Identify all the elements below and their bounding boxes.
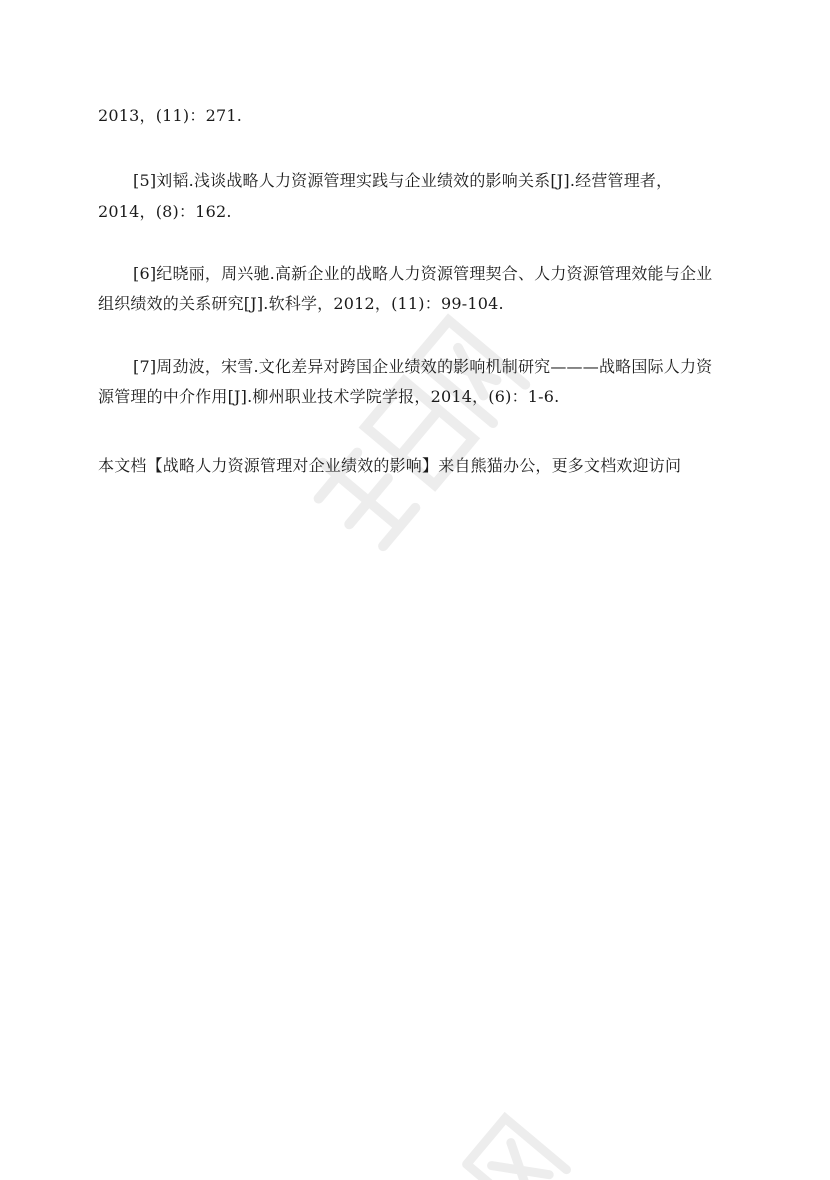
reference-5-line-1: [5]刘韬.浅谈战略人力资源管理实践与企业绩效的影响关系[J].经营管理者， [133, 171, 673, 190]
watermark-graphic-bottom [400, 1060, 600, 1180]
reference-7-line-1: [7]周劲波，宋雪.文化差异对跨国企业绩效的影响机制研究———战略国际人力资 [133, 357, 713, 376]
reference-5-line-2: 2014，(8)：162. [98, 202, 232, 221]
reference-7-line-2: 源管理的中介作用[J].柳州职业技术学院学报，2014，(6)：1-6. [98, 387, 560, 406]
reference-6-line-2: 组织绩效的关系研究[J].软科学，2012，(11)：99-104. [98, 294, 504, 313]
reference-4-continuation: 2013，(11)：271. [98, 106, 242, 125]
watermark-graphic [270, 290, 570, 590]
document-source-note: 本文档【战略人力资源管理对企业绩效的影响】来自熊猫办公，更多文档欢迎访问 [98, 456, 682, 475]
reference-6-line-1: [6]纪晓丽，周兴驰.高新企业的战略人力资源管理契合、人力资源管理效能与企业 [133, 264, 713, 283]
